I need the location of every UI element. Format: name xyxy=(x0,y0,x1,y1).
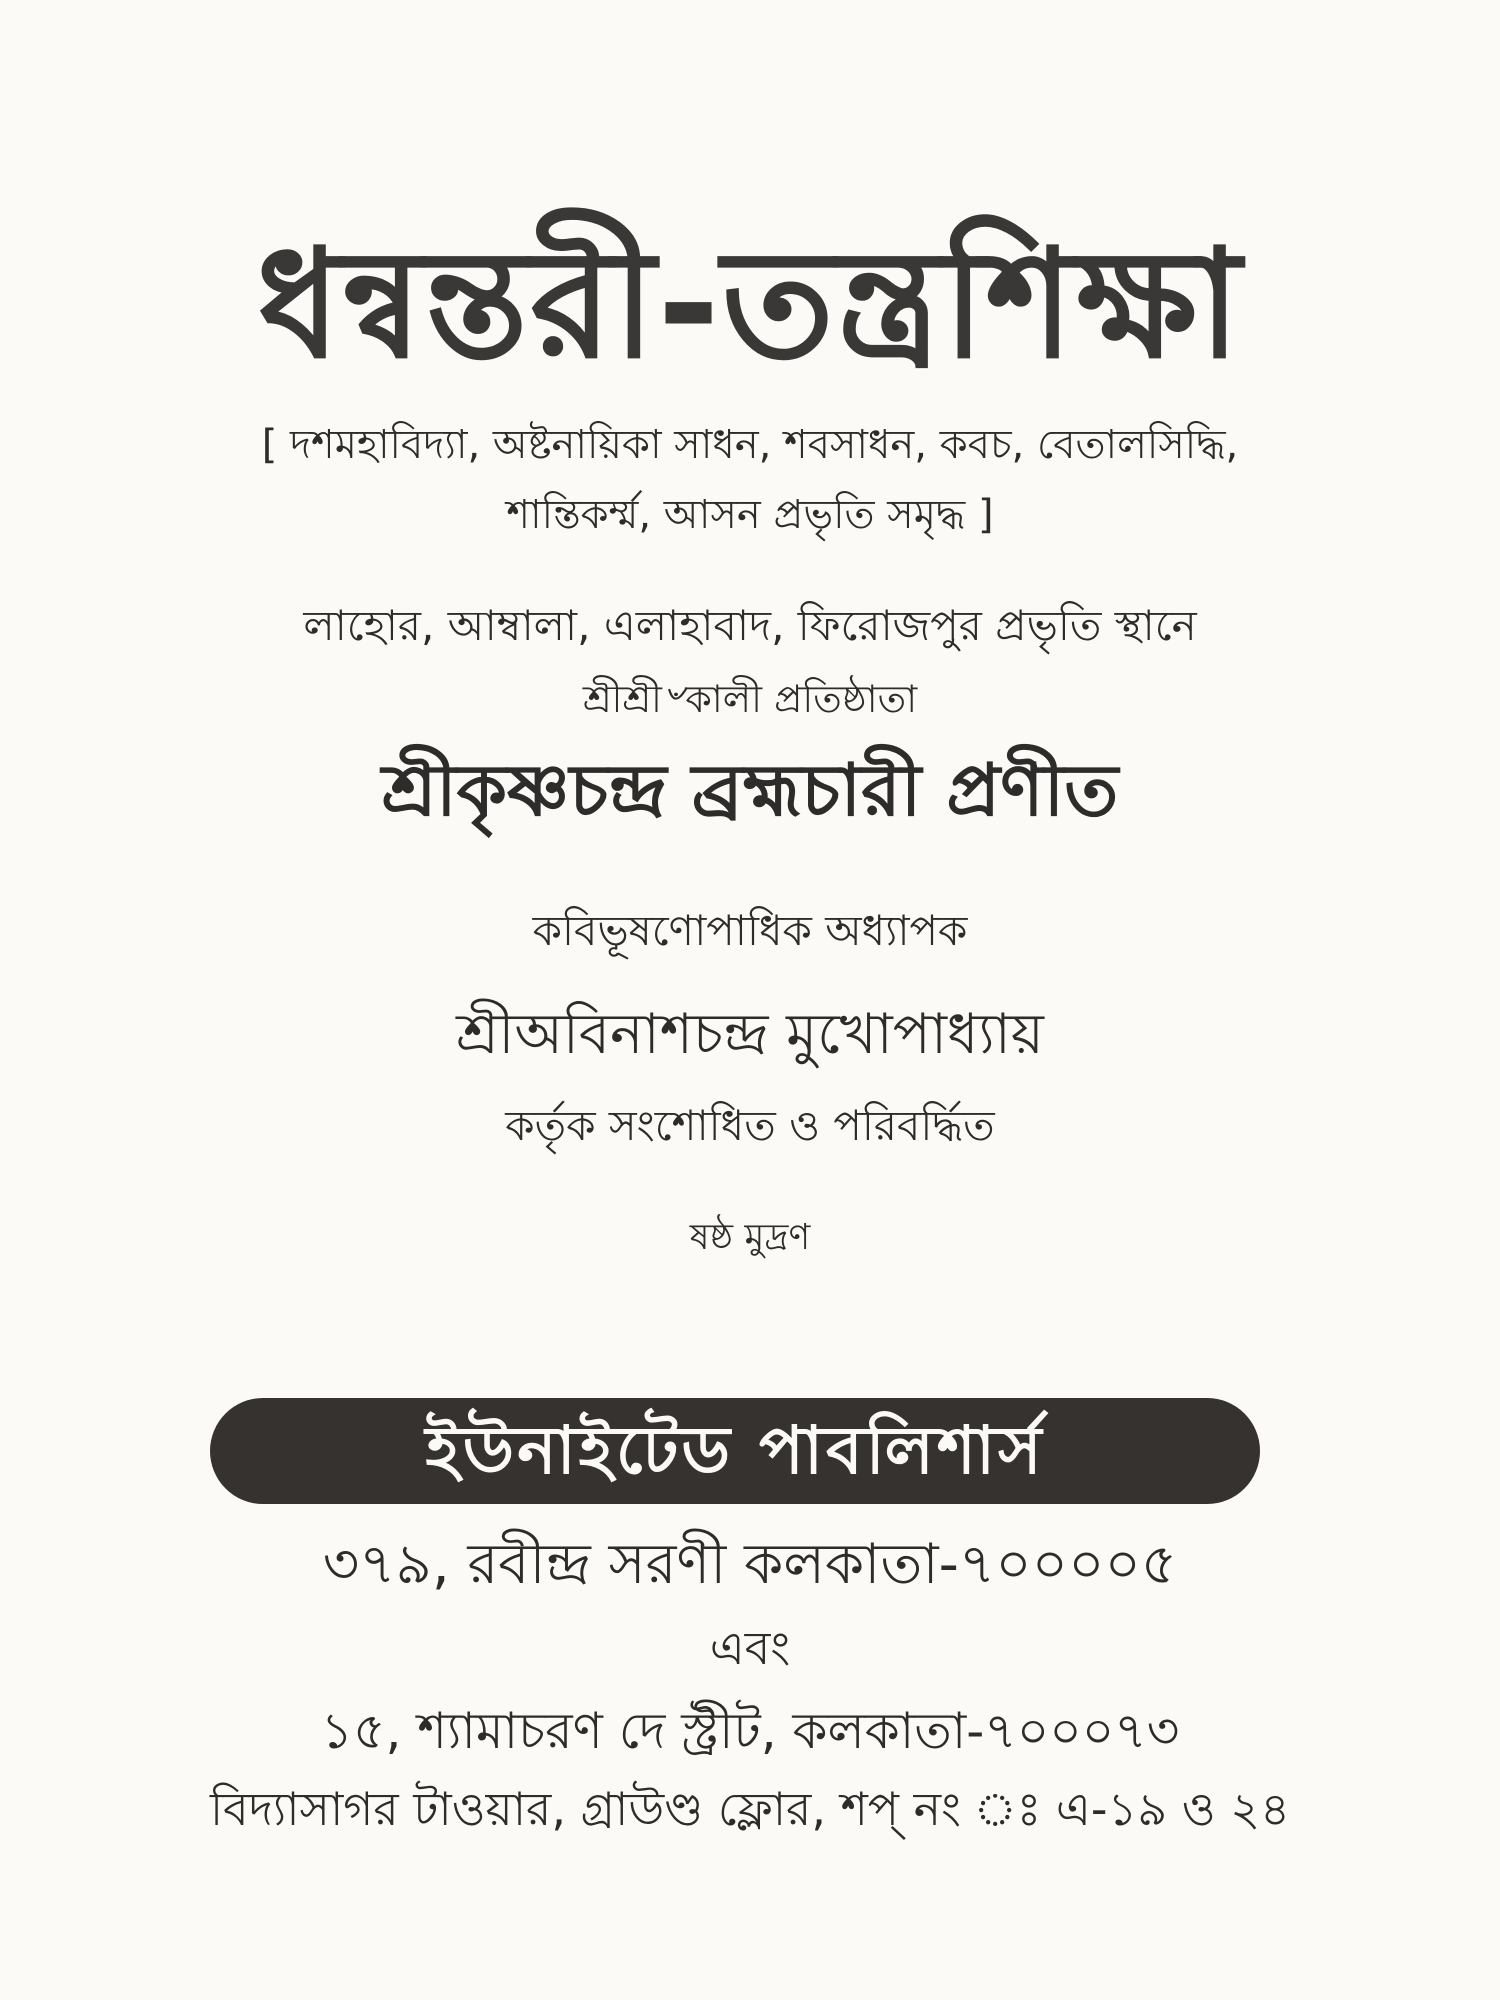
revised-line: কর্তৃক সংশোধিত ও পরিবর্দ্ধিত xyxy=(505,1101,995,1150)
book-title: ধন্বন্তরী-তন্ত্রশিক্ষা xyxy=(256,218,1244,392)
author-line: শ্রীকৃষ্ণচন্দ্র ব্রহ্মচারী প্রণীত xyxy=(381,748,1119,832)
places-line: লাহোর, আম্বালা, এলাহাবাদ, ফিরোজপুর প্রভৃতি স্থানে xyxy=(303,601,1197,650)
and-label: এবং xyxy=(709,1621,791,1675)
publisher-address-2: ১৫, শ্যামাচরণ দে স্ট্রীট, কলকাতা-৭০০০৭৩ xyxy=(320,1702,1180,1760)
founder-line: শ্রীশ্রী৺কালী প্রতিষ্ঠাতা xyxy=(582,677,918,721)
editor-name: শ্রীঅবিনাশচন্দ্র মুখোপাধ্যায় xyxy=(456,1002,1044,1067)
publisher-address-3: বিদ্যাসাগর টাওয়ার, গ্রাউণ্ড ফ্লোর, শপ্ নং ঃ এ-১৯ ও ২৪ xyxy=(209,1782,1291,1836)
editor-title: কবিভূষণোপাধিক অধ্যাপক xyxy=(532,906,968,955)
subtitle-line-2: শান্তিকর্ম্ম, আসন প্রভৃতি সমৃদ্ধ ] xyxy=(506,492,994,538)
publisher-banner-container xyxy=(210,1398,1260,1504)
subtitle-line-1: [ দশমহাবিদ্যা, অষ্টনায়িকা সাধন, শবসাধন, কবচ, বেতালসিদ্ধি, xyxy=(261,422,1239,468)
publisher-address-1: ৩৭৯, রবীন্দ্র সরণী কলকাতা-৭০০০০৫ xyxy=(322,1532,1178,1597)
publisher-banner: ইউনাইটেড পাবলিশার্স xyxy=(210,1398,1260,1504)
edition-label: ষষ্ঠ মুদ্রণ xyxy=(689,1217,811,1258)
